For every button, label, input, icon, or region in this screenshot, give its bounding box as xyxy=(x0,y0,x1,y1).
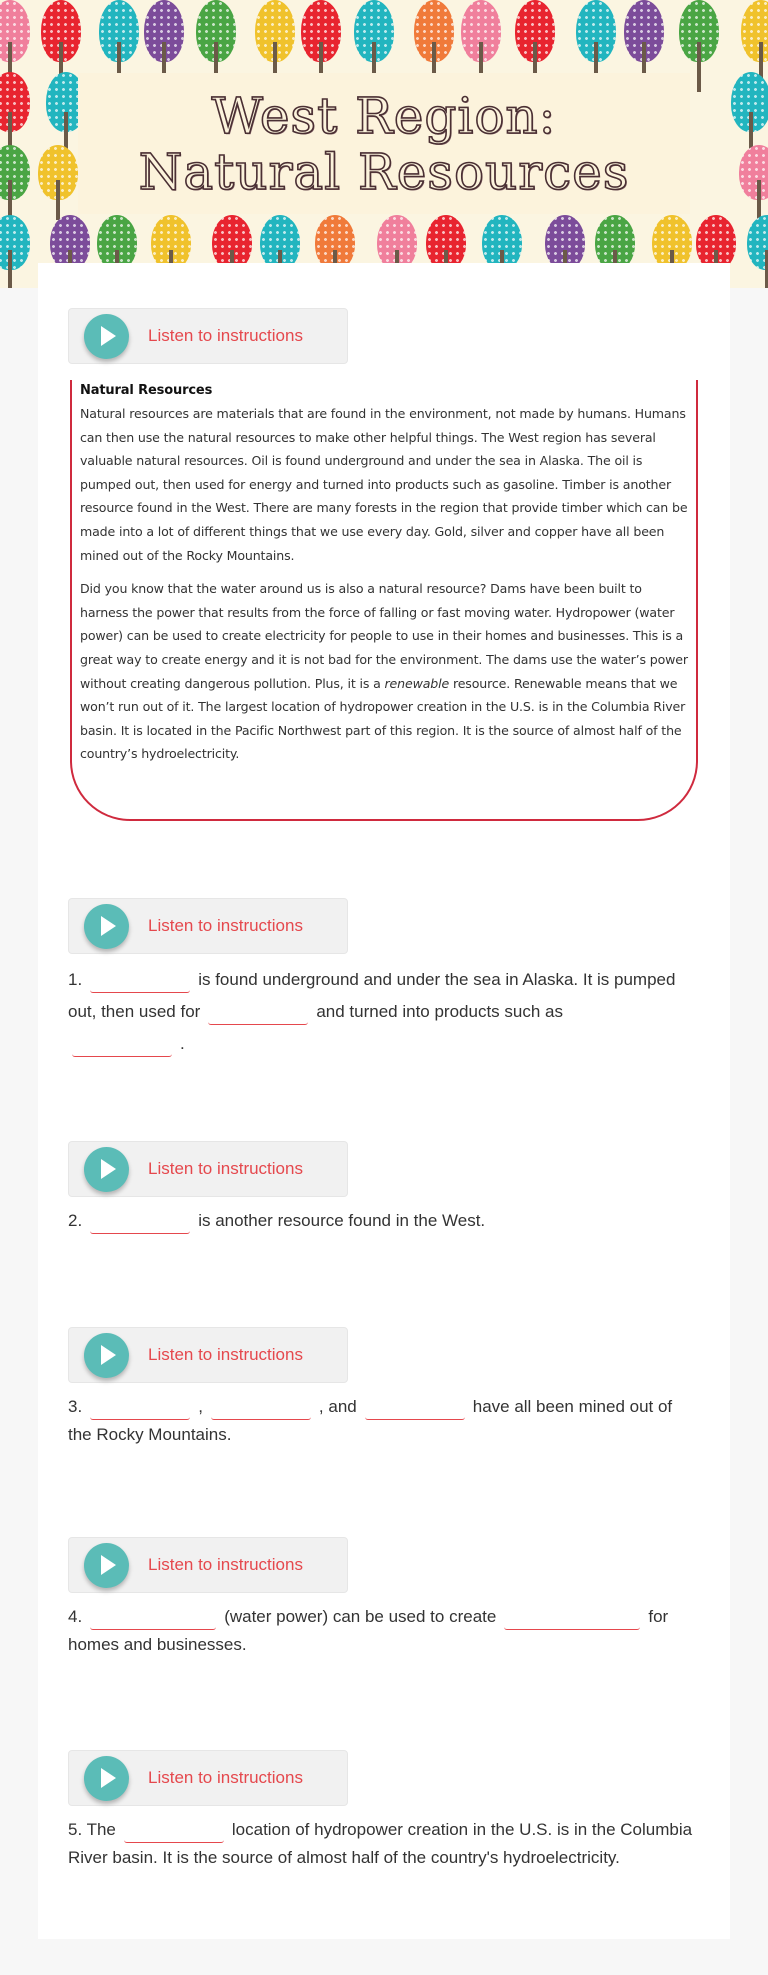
question-text: is another resource found in the West. xyxy=(198,1211,486,1230)
play-icon xyxy=(84,1147,129,1192)
question-2 xyxy=(68,1207,698,1235)
question-4 xyxy=(68,1603,698,1659)
question-text: . xyxy=(180,1034,185,1053)
answer-blank[interactable] xyxy=(90,1397,190,1420)
answer-blank[interactable] xyxy=(124,1820,224,1843)
listen-label: Listen to instructions xyxy=(148,1768,303,1787)
passage-paragraph xyxy=(80,577,690,766)
question-3 xyxy=(68,1393,698,1449)
page-title-line-1: West Region: xyxy=(211,86,557,145)
passage-paragraph xyxy=(80,402,690,567)
question-5 xyxy=(68,1816,698,1872)
listen-button[interactable] xyxy=(68,308,348,364)
listen-label: Listen to instructions xyxy=(148,1555,303,1574)
passage-text: resource. Renewable means that we won’t run out of it. The largest location of hydropower creation in the U.S. is in the Columbia River basin. It is located in the Pacific Northwest part of this region. It is the source of almost half of the country’s hydroelectricity. xyxy=(80,675,686,762)
play-icon xyxy=(84,904,129,949)
answer-blank[interactable] xyxy=(504,1607,640,1630)
answer-blank[interactable] xyxy=(72,1034,172,1057)
question-text: for homes and businesses. xyxy=(68,1607,669,1654)
listen-button[interactable] xyxy=(68,1750,348,1806)
listen-label: Listen to instructions xyxy=(148,1345,303,1364)
page-title-line-2: Natural Resources xyxy=(138,142,630,201)
passage-italic: renewable xyxy=(384,675,450,691)
question-text: and turned into products such as xyxy=(316,1002,563,1021)
answer-blank[interactable] xyxy=(90,1607,216,1630)
answer-blank[interactable] xyxy=(211,1397,311,1420)
listen-label: Listen to instructions xyxy=(148,326,303,345)
worksheet-card xyxy=(38,263,730,1939)
header-banner xyxy=(0,0,768,288)
passage-text: Did you know that the water around us is also a natural resource? Dams have been built to harness the power that results from the force of falling or fast moving water. Hydropower (water power) can be used to create electricity for people to use in their homes and businesses. This is a great way to create energy and it is not bad for the environment. The dams use the water’s power without creating dangerous pollution. Plus, it is a xyxy=(80,581,688,691)
question-number: 3. xyxy=(68,1397,83,1416)
question-number: 1. xyxy=(68,970,83,989)
answer-blank[interactable] xyxy=(90,970,190,993)
listen-button[interactable] xyxy=(68,1141,348,1197)
answer-blank[interactable] xyxy=(208,1002,308,1025)
play-icon xyxy=(84,1543,129,1588)
listen-button[interactable] xyxy=(68,1537,348,1593)
reading-passage xyxy=(70,380,698,821)
play-icon xyxy=(84,314,129,359)
listen-button[interactable] xyxy=(68,1327,348,1383)
question-text: , xyxy=(198,1397,203,1416)
question-text: (water power) can be used to create xyxy=(224,1607,497,1626)
question-number: 2. xyxy=(68,1211,83,1230)
passage-text: Natural resources are materials that are found in the environment, not made by humans. Humans can then use the natural resources to make other helpful things. The West region has several valuable natural resources. Oil is found underground and under the sea in Alaska. The oil is pumped out, then used for energy and turned into products such as gasoline. Timber is another resource found in the West. There are many forests in the region that provide timber which can be made into a lot of different things that we use every day. Gold, silver and copper have all been mined out of the Rocky Mountains. xyxy=(80,406,688,563)
listen-label: Listen to instructions xyxy=(148,1159,303,1178)
question-text: have all been mined out of the Rocky Mountains. xyxy=(68,1397,673,1444)
question-text: location of hydropower creation in the U.S. is in the Columbia River basin. It is the source of almost half of the country's hydroelectricity. xyxy=(68,1820,693,1867)
play-icon xyxy=(84,1756,129,1801)
listen-label: Listen to instructions xyxy=(148,916,303,935)
question-number: 4. xyxy=(68,1607,83,1626)
answer-blank[interactable] xyxy=(90,1211,190,1234)
question-text: , and xyxy=(318,1397,357,1416)
title-banner xyxy=(78,73,690,214)
question-1 xyxy=(68,964,698,1060)
play-icon xyxy=(84,1333,129,1378)
question-text: is found underground and under the sea in Alaska. It is pumped out, then used for xyxy=(68,970,676,1021)
passage-heading: Natural Resources xyxy=(80,383,213,398)
listen-button[interactable] xyxy=(68,898,348,954)
answer-blank[interactable] xyxy=(365,1397,465,1420)
question-number: 5. The xyxy=(68,1820,116,1839)
